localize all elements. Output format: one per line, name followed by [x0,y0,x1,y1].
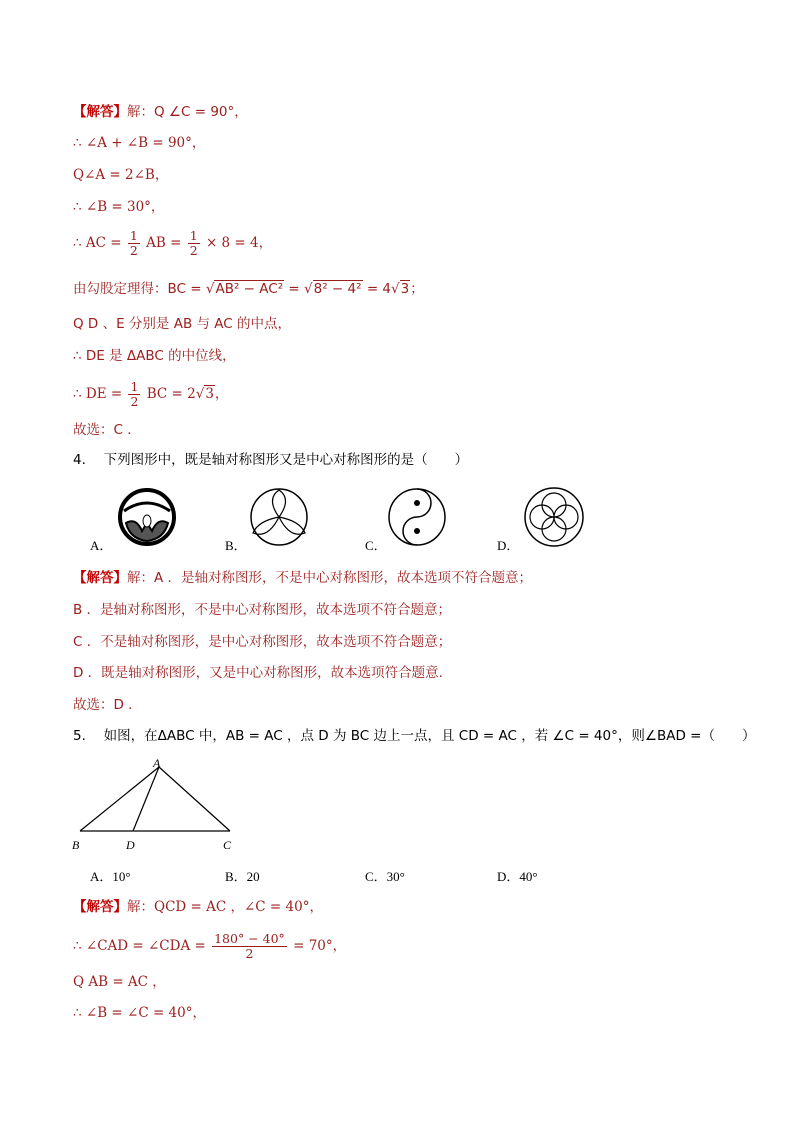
q5-option-d: D．40° [497,869,538,884]
q4-option-a: A． [90,538,113,553]
q3-solution-line-8: ∴ DE 是 ΔABC 的中位线， [73,348,236,364]
solution-tag: 【解答】 [73,899,127,915]
vertex-label-d: D [126,838,135,852]
vertex-label-b: B [72,838,80,852]
solution-tag: 【解答】 [73,104,127,120]
q3-solution-line-6: 由勾股定理得：BC = √AB² − AC² = √8² − 4² = 4√3； [73,281,424,297]
triangle-figure [68,755,248,855]
q5-solution-line-3: Q AB = AC ， [73,974,166,990]
q3-solution-line-4: ∴ ∠B = 30°， [73,199,165,215]
q5-solution-line-2: ∴ ∠CAD = ∠CDA = $\frac{180^\circ - 40^\circ}{2}$ = 70°， [73,931,347,961]
q4-option-c: C． [365,538,387,553]
q4-solution-line-3: C ．不是轴对称图形，是中心对称图形，故本选项不符合题意； [73,634,452,650]
vertex-label-a: A [153,756,161,770]
option-d-figure-icon [522,485,588,549]
q4-option-d: D． [497,538,520,553]
option-a-figure-icon [114,487,184,547]
q5-solution-line-4: ∴ ∠B = ∠C = 40°， [73,1005,206,1021]
q5-option-a: A．10° [90,869,131,884]
q4-answer: 故选：D . [73,697,133,713]
vertex-label-c: C [223,838,232,852]
option-c-figure-icon [386,487,452,547]
q3-solution-line-5: ∴ AC = $\frac{1}{2}$ AB = $\frac{1}{2}$ × 8 = 4， [73,228,273,258]
q3-solution-line-3: Q∠A = 2∠B， [73,167,169,183]
q5-option-c: C．30° [365,869,405,884]
fraction: $\frac{1}{2}$ [189,228,198,258]
q3-solution-line-9: ∴ DE = $\frac{1}{2}$ BC = 2√3， [73,379,229,409]
q4-stem: 4. 下列图形中，既是轴对称图形又是中心对称图形的是（ ） [73,452,469,468]
fraction: $\frac{1}{2}$ [130,379,139,409]
q3-solution-line-1: 【解答】解：Q ∠C = 90°， [73,104,248,120]
fraction: $\frac{180^\circ - 40^\circ}{2}$ [214,931,285,961]
q5-stem: 5. 如图，在ΔABC 中，AB = AC ，点 D 为 BC 边上一点，且 CD = AC ，若 ∠C = 40°，则∠BAD =（ ） [73,728,756,744]
q4-option-b: B． [225,538,247,553]
q5-option-b: B．20 [225,869,260,884]
q3-solution-line-7: Q D 、E 分别是 AB 与 AC 的中点， [73,316,292,332]
q4-solution-line-1: 【解答】解：A ．是轴对称图形，不是中心对称图形，故本选项不符合题意； [73,570,533,586]
solution-tag: 【解答】 [73,570,127,586]
fraction: $\frac{1}{2}$ [129,228,138,258]
q4-solution-line-2: B ．是轴对称图形，不是中心对称图形，故本选项不符合题意； [73,602,452,618]
q3-solution-line-2: ∴ ∠A + ∠B = 90°， [73,135,206,151]
q4-solution-line-4: D ．既是轴对称图形，又是中心对称图形，故本选项符合题意. [73,665,443,681]
q5-solution-line-1: 【解答】解：QCD = AC ，∠C = 40°， [73,899,323,915]
q3-answer: 故选：C . [73,422,132,438]
option-b-figure-icon [248,487,314,547]
